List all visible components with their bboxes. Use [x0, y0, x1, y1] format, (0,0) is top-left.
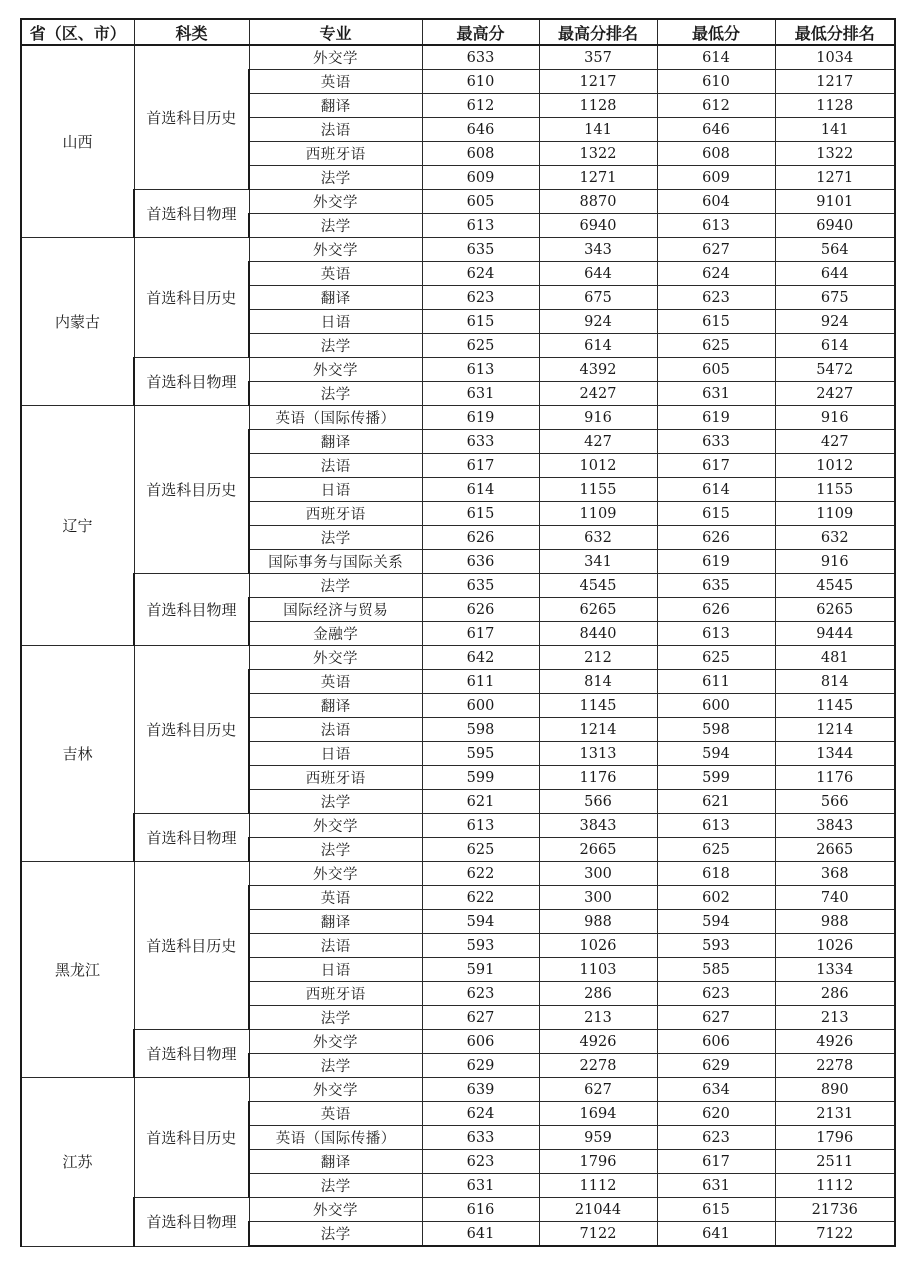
category-cell: 首选科目历史 — [134, 45, 249, 190]
min-rank-cell: 1145 — [775, 694, 895, 718]
min-score-cell: 634 — [657, 1078, 775, 1102]
max-score-cell: 608 — [422, 142, 539, 166]
major-cell: 翻译 — [249, 1150, 422, 1174]
min-rank-cell: 675 — [775, 286, 895, 310]
category-cell: 首选科目历史 — [134, 646, 249, 814]
min-score-cell: 614 — [657, 478, 775, 502]
max-score-cell: 610 — [422, 70, 539, 94]
major-cell: 西班牙语 — [249, 982, 422, 1006]
major-cell: 外交学 — [249, 1078, 422, 1102]
max-score-cell: 598 — [422, 718, 539, 742]
min-rank-cell: 2278 — [775, 1054, 895, 1078]
major-cell: 法学 — [249, 382, 422, 406]
min-score-cell: 594 — [657, 910, 775, 934]
min-rank-cell: 1334 — [775, 958, 895, 982]
max-rank-cell: 627 — [539, 1078, 657, 1102]
max-score-cell: 633 — [422, 430, 539, 454]
min-rank-cell: 6940 — [775, 214, 895, 238]
major-cell: 英语 — [249, 262, 422, 286]
major-cell: 翻译 — [249, 694, 422, 718]
min-rank-cell: 1344 — [775, 742, 895, 766]
min-rank-cell: 1155 — [775, 478, 895, 502]
min-score-cell: 598 — [657, 718, 775, 742]
province-cell: 山西 — [21, 45, 134, 238]
min-rank-cell: 2665 — [775, 838, 895, 862]
major-cell: 法学 — [249, 1054, 422, 1078]
min-rank-cell: 644 — [775, 262, 895, 286]
min-rank-cell: 564 — [775, 238, 895, 262]
max-rank-cell: 1012 — [539, 454, 657, 478]
major-cell: 国际事务与国际关系 — [249, 550, 422, 574]
major-cell: 日语 — [249, 478, 422, 502]
min-rank-cell: 1271 — [775, 166, 895, 190]
min-score-cell: 617 — [657, 1150, 775, 1174]
min-score-cell: 627 — [657, 238, 775, 262]
min-score-cell: 624 — [657, 262, 775, 286]
max-score-cell: 612 — [422, 94, 539, 118]
min-score-cell: 635 — [657, 574, 775, 598]
max-rank-cell: 959 — [539, 1126, 657, 1150]
max-score-cell: 617 — [422, 454, 539, 478]
min-score-cell: 617 — [657, 454, 775, 478]
province-cell: 黑龙江 — [21, 862, 134, 1078]
max-score-cell: 635 — [422, 574, 539, 598]
major-cell: 翻译 — [249, 94, 422, 118]
min-rank-cell: 1796 — [775, 1126, 895, 1150]
header-min-score: 最低分 — [657, 19, 775, 45]
major-cell: 外交学 — [249, 1198, 422, 1222]
max-score-cell: 625 — [422, 838, 539, 862]
max-score-cell: 631 — [422, 1174, 539, 1198]
major-cell: 法学 — [249, 1006, 422, 1030]
min-rank-cell: 1128 — [775, 94, 895, 118]
max-rank-cell: 2278 — [539, 1054, 657, 1078]
max-rank-cell: 6940 — [539, 214, 657, 238]
max-score-cell: 613 — [422, 814, 539, 838]
max-score-cell: 636 — [422, 550, 539, 574]
min-rank-cell: 988 — [775, 910, 895, 934]
min-rank-cell: 4545 — [775, 574, 895, 598]
max-rank-cell: 341 — [539, 550, 657, 574]
min-rank-cell: 814 — [775, 670, 895, 694]
max-rank-cell: 1694 — [539, 1102, 657, 1126]
major-cell: 法语 — [249, 718, 422, 742]
admission-scores-sheet — [20, 18, 896, 1247]
province-cell: 辽宁 — [21, 406, 134, 646]
major-cell: 英语（国际传播） — [249, 1126, 422, 1150]
min-rank-cell: 2427 — [775, 382, 895, 406]
major-cell: 外交学 — [249, 1030, 422, 1054]
max-rank-cell: 21044 — [539, 1198, 657, 1222]
min-score-cell: 625 — [657, 334, 775, 358]
category-cell: 首选科目历史 — [134, 862, 249, 1030]
major-cell: 法学 — [249, 574, 422, 598]
major-cell: 西班牙语 — [249, 766, 422, 790]
header-province: 省（区、市） — [21, 19, 134, 45]
max-score-cell: 611 — [422, 670, 539, 694]
min-score-cell: 631 — [657, 1174, 775, 1198]
province-cell: 江苏 — [21, 1078, 134, 1247]
min-score-cell: 615 — [657, 502, 775, 526]
max-rank-cell: 357 — [539, 45, 657, 70]
max-rank-cell: 6265 — [539, 598, 657, 622]
max-rank-cell: 2665 — [539, 838, 657, 862]
min-score-cell: 619 — [657, 406, 775, 430]
max-score-cell: 642 — [422, 646, 539, 670]
major-cell: 外交学 — [249, 862, 422, 886]
max-rank-cell: 1112 — [539, 1174, 657, 1198]
header-row — [21, 19, 895, 45]
max-score-cell: 613 — [422, 358, 539, 382]
max-rank-cell: 1176 — [539, 766, 657, 790]
max-rank-cell: 644 — [539, 262, 657, 286]
max-rank-cell: 8440 — [539, 622, 657, 646]
min-score-cell: 594 — [657, 742, 775, 766]
min-score-cell: 585 — [657, 958, 775, 982]
major-cell: 法语 — [249, 934, 422, 958]
min-rank-cell: 368 — [775, 862, 895, 886]
max-score-cell: 626 — [422, 526, 539, 550]
max-score-cell: 591 — [422, 958, 539, 982]
min-score-cell: 620 — [657, 1102, 775, 1126]
max-rank-cell: 427 — [539, 430, 657, 454]
max-score-cell: 609 — [422, 166, 539, 190]
min-rank-cell: 1026 — [775, 934, 895, 958]
max-score-cell: 626 — [422, 598, 539, 622]
min-rank-cell: 1112 — [775, 1174, 895, 1198]
major-cell: 外交学 — [249, 238, 422, 262]
max-rank-cell: 3843 — [539, 814, 657, 838]
max-score-cell: 623 — [422, 982, 539, 1006]
min-rank-cell: 740 — [775, 886, 895, 910]
max-score-cell: 595 — [422, 742, 539, 766]
min-score-cell: 615 — [657, 1198, 775, 1222]
table-row — [21, 646, 895, 670]
min-rank-cell: 21736 — [775, 1198, 895, 1222]
max-rank-cell: 988 — [539, 910, 657, 934]
max-score-cell: 623 — [422, 286, 539, 310]
table-row — [21, 1030, 895, 1054]
table-row — [21, 238, 895, 262]
min-score-cell: 625 — [657, 838, 775, 862]
major-cell: 日语 — [249, 742, 422, 766]
min-score-cell: 612 — [657, 94, 775, 118]
max-rank-cell: 300 — [539, 886, 657, 910]
min-score-cell: 623 — [657, 286, 775, 310]
min-rank-cell: 427 — [775, 430, 895, 454]
min-rank-cell: 1214 — [775, 718, 895, 742]
major-cell: 翻译 — [249, 910, 422, 934]
major-cell: 西班牙语 — [249, 502, 422, 526]
max-score-cell: 622 — [422, 886, 539, 910]
province-cell: 内蒙古 — [21, 238, 134, 406]
table-row — [21, 862, 895, 886]
province-cell: 吉林 — [21, 646, 134, 862]
max-rank-cell: 4926 — [539, 1030, 657, 1054]
max-rank-cell: 300 — [539, 862, 657, 886]
max-score-cell: 624 — [422, 262, 539, 286]
max-score-cell: 623 — [422, 1150, 539, 1174]
min-score-cell: 609 — [657, 166, 775, 190]
min-score-cell: 625 — [657, 646, 775, 670]
max-rank-cell: 212 — [539, 646, 657, 670]
max-rank-cell: 1103 — [539, 958, 657, 982]
min-rank-cell: 632 — [775, 526, 895, 550]
header-max-score: 最高分 — [422, 19, 539, 45]
min-score-cell: 615 — [657, 310, 775, 334]
major-cell: 国际经济与贸易 — [249, 598, 422, 622]
max-rank-cell: 1796 — [539, 1150, 657, 1174]
max-score-cell: 619 — [422, 406, 539, 430]
max-rank-cell: 1145 — [539, 694, 657, 718]
min-rank-cell: 9444 — [775, 622, 895, 646]
max-score-cell: 605 — [422, 190, 539, 214]
major-cell: 法学 — [249, 1174, 422, 1198]
min-score-cell: 627 — [657, 1006, 775, 1030]
min-rank-cell: 890 — [775, 1078, 895, 1102]
major-cell: 西班牙语 — [249, 142, 422, 166]
max-rank-cell: 343 — [539, 238, 657, 262]
table-row — [21, 1078, 895, 1102]
category-cell: 首选科目物理 — [134, 190, 249, 238]
min-rank-cell: 213 — [775, 1006, 895, 1030]
min-score-cell: 608 — [657, 142, 775, 166]
min-rank-cell: 1034 — [775, 45, 895, 70]
max-rank-cell: 1217 — [539, 70, 657, 94]
max-score-cell: 613 — [422, 214, 539, 238]
table-row — [21, 45, 895, 70]
max-rank-cell: 916 — [539, 406, 657, 430]
min-rank-cell: 916 — [775, 550, 895, 574]
table-row — [21, 1198, 895, 1222]
min-rank-cell: 566 — [775, 790, 895, 814]
major-cell: 金融学 — [249, 622, 422, 646]
max-score-cell: 621 — [422, 790, 539, 814]
max-rank-cell: 4545 — [539, 574, 657, 598]
max-rank-cell: 566 — [539, 790, 657, 814]
header-category: 科类 — [134, 19, 249, 45]
min-score-cell: 623 — [657, 982, 775, 1006]
min-score-cell: 614 — [657, 45, 775, 70]
major-cell: 外交学 — [249, 358, 422, 382]
header-max-rank: 最高分排名 — [539, 19, 657, 45]
min-score-cell: 605 — [657, 358, 775, 382]
major-cell: 外交学 — [249, 646, 422, 670]
max-rank-cell: 141 — [539, 118, 657, 142]
max-score-cell: 593 — [422, 934, 539, 958]
min-rank-cell: 2511 — [775, 1150, 895, 1174]
category-cell: 首选科目物理 — [134, 814, 249, 862]
category-cell: 首选科目历史 — [134, 1078, 249, 1198]
max-score-cell: 631 — [422, 382, 539, 406]
max-rank-cell: 213 — [539, 1006, 657, 1030]
max-score-cell: 641 — [422, 1222, 539, 1247]
max-rank-cell: 2427 — [539, 382, 657, 406]
category-cell: 首选科目历史 — [134, 238, 249, 358]
min-rank-cell: 1109 — [775, 502, 895, 526]
header-min-rank: 最低分排名 — [775, 19, 895, 45]
max-score-cell: 625 — [422, 334, 539, 358]
min-score-cell: 613 — [657, 214, 775, 238]
min-rank-cell: 3843 — [775, 814, 895, 838]
max-score-cell: 615 — [422, 502, 539, 526]
min-score-cell: 641 — [657, 1222, 775, 1247]
max-rank-cell: 1322 — [539, 142, 657, 166]
max-score-cell: 614 — [422, 478, 539, 502]
min-score-cell: 602 — [657, 886, 775, 910]
min-rank-cell: 141 — [775, 118, 895, 142]
major-cell: 外交学 — [249, 45, 422, 70]
max-score-cell: 606 — [422, 1030, 539, 1054]
min-rank-cell: 916 — [775, 406, 895, 430]
major-cell: 法学 — [249, 214, 422, 238]
min-score-cell: 593 — [657, 934, 775, 958]
min-score-cell: 599 — [657, 766, 775, 790]
max-score-cell: 629 — [422, 1054, 539, 1078]
min-score-cell: 631 — [657, 382, 775, 406]
table-row — [21, 574, 895, 598]
max-score-cell: 646 — [422, 118, 539, 142]
max-rank-cell: 924 — [539, 310, 657, 334]
min-rank-cell: 924 — [775, 310, 895, 334]
major-cell: 英语 — [249, 70, 422, 94]
min-rank-cell: 1176 — [775, 766, 895, 790]
max-rank-cell: 675 — [539, 286, 657, 310]
major-cell: 英语 — [249, 670, 422, 694]
min-score-cell: 604 — [657, 190, 775, 214]
major-cell: 法学 — [249, 334, 422, 358]
min-score-cell: 646 — [657, 118, 775, 142]
max-score-cell: 599 — [422, 766, 539, 790]
min-score-cell: 618 — [657, 862, 775, 886]
major-cell: 英语 — [249, 1102, 422, 1126]
min-rank-cell: 1322 — [775, 142, 895, 166]
major-cell: 法语 — [249, 454, 422, 478]
major-cell: 法学 — [249, 1222, 422, 1247]
table-row — [21, 406, 895, 430]
max-score-cell: 622 — [422, 862, 539, 886]
max-rank-cell: 1109 — [539, 502, 657, 526]
table-row — [21, 190, 895, 214]
major-cell: 法语 — [249, 118, 422, 142]
min-rank-cell: 481 — [775, 646, 895, 670]
min-rank-cell: 1217 — [775, 70, 895, 94]
min-score-cell: 606 — [657, 1030, 775, 1054]
min-score-cell: 600 — [657, 694, 775, 718]
category-cell: 首选科目历史 — [134, 406, 249, 574]
min-rank-cell: 4926 — [775, 1030, 895, 1054]
max-rank-cell: 614 — [539, 334, 657, 358]
major-cell: 法学 — [249, 526, 422, 550]
min-score-cell: 610 — [657, 70, 775, 94]
min-score-cell: 619 — [657, 550, 775, 574]
min-rank-cell: 1012 — [775, 454, 895, 478]
min-score-cell: 623 — [657, 1126, 775, 1150]
max-score-cell: 633 — [422, 45, 539, 70]
max-rank-cell: 1155 — [539, 478, 657, 502]
min-rank-cell: 286 — [775, 982, 895, 1006]
major-cell: 翻译 — [249, 430, 422, 454]
major-cell: 法学 — [249, 790, 422, 814]
max-rank-cell: 814 — [539, 670, 657, 694]
table-header — [21, 19, 895, 45]
max-score-cell: 639 — [422, 1078, 539, 1102]
table-row — [21, 358, 895, 382]
max-rank-cell: 1128 — [539, 94, 657, 118]
min-score-cell: 611 — [657, 670, 775, 694]
max-score-cell: 633 — [422, 1126, 539, 1150]
max-rank-cell: 1026 — [539, 934, 657, 958]
category-cell: 首选科目物理 — [134, 358, 249, 406]
category-cell: 首选科目物理 — [134, 1030, 249, 1078]
min-rank-cell: 2131 — [775, 1102, 895, 1126]
min-score-cell: 613 — [657, 622, 775, 646]
max-score-cell: 615 — [422, 310, 539, 334]
major-cell: 法学 — [249, 166, 422, 190]
min-score-cell: 626 — [657, 598, 775, 622]
min-rank-cell: 9101 — [775, 190, 895, 214]
table-body — [21, 45, 895, 1246]
max-rank-cell: 8870 — [539, 190, 657, 214]
max-score-cell: 635 — [422, 238, 539, 262]
category-cell: 首选科目物理 — [134, 574, 249, 646]
major-cell: 英语 — [249, 886, 422, 910]
admission-scores-table — [20, 18, 896, 1247]
min-score-cell: 613 — [657, 814, 775, 838]
min-score-cell: 629 — [657, 1054, 775, 1078]
min-score-cell: 621 — [657, 790, 775, 814]
major-cell: 日语 — [249, 958, 422, 982]
header-major: 专业 — [249, 19, 422, 45]
min-rank-cell: 614 — [775, 334, 895, 358]
min-score-cell: 633 — [657, 430, 775, 454]
max-score-cell: 627 — [422, 1006, 539, 1030]
major-cell: 日语 — [249, 310, 422, 334]
max-score-cell: 600 — [422, 694, 539, 718]
major-cell: 外交学 — [249, 814, 422, 838]
major-cell: 翻译 — [249, 286, 422, 310]
min-rank-cell: 6265 — [775, 598, 895, 622]
max-rank-cell: 1313 — [539, 742, 657, 766]
major-cell: 法学 — [249, 838, 422, 862]
table-row — [21, 814, 895, 838]
max-rank-cell: 632 — [539, 526, 657, 550]
max-rank-cell: 7122 — [539, 1222, 657, 1247]
max-rank-cell: 1214 — [539, 718, 657, 742]
min-rank-cell: 5472 — [775, 358, 895, 382]
max-score-cell: 617 — [422, 622, 539, 646]
min-rank-cell: 7122 — [775, 1222, 895, 1247]
max-rank-cell: 4392 — [539, 358, 657, 382]
major-cell: 英语（国际传播） — [249, 406, 422, 430]
major-cell: 外交学 — [249, 190, 422, 214]
max-rank-cell: 1271 — [539, 166, 657, 190]
category-cell: 首选科目物理 — [134, 1198, 249, 1247]
max-score-cell: 624 — [422, 1102, 539, 1126]
max-score-cell: 616 — [422, 1198, 539, 1222]
max-rank-cell: 286 — [539, 982, 657, 1006]
max-score-cell: 594 — [422, 910, 539, 934]
min-score-cell: 626 — [657, 526, 775, 550]
